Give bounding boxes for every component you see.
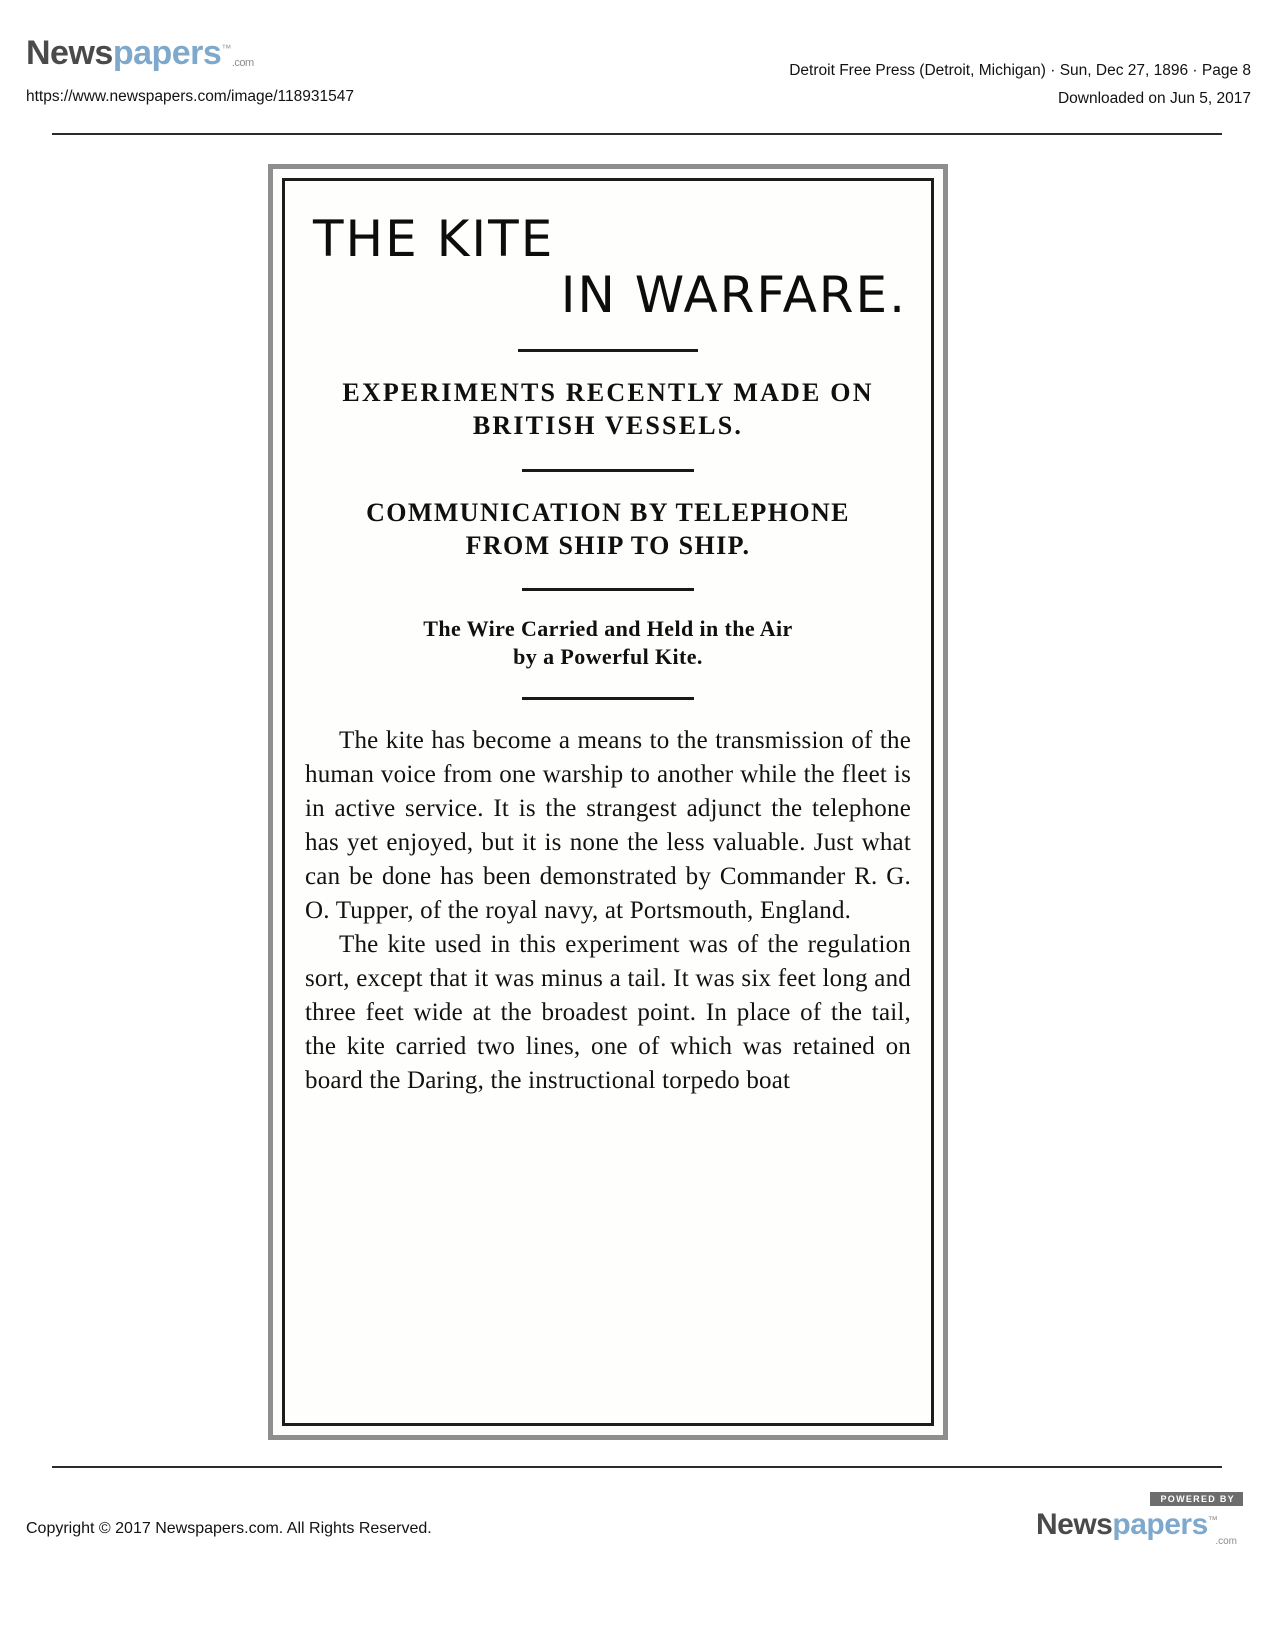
footer-logo-dotcom: .com [1215, 1536, 1237, 1547]
article-paragraph: The kite has become a means to the transmission of the human voice from one warship to another while the fleet is in active service. It is the strangest adjunct the telephone has yet enjoyed, but it is none the less valuable. Just what can be done has been demonstrated by Commander R. G. O. Tupper, of the royal navy, at Portsmouth, England. [305, 727, 911, 925]
subhead-2-line-1: COMMUNICATION BY TELEPHONE [366, 497, 850, 527]
subhead-1-line-1: EXPERIMENTS RECENTLY MADE ON [342, 378, 874, 407]
article-headline [303, 211, 913, 323]
headline-line-1: THE KITE [313, 210, 555, 268]
footer-logo-papers: papers [1112, 1508, 1208, 1541]
newspapers-logo[interactable] [26, 34, 253, 73]
article-body [305, 724, 911, 1098]
powered-by-badge: POWERED BY [1150, 1492, 1243, 1506]
subhead-3-line-1: The Wire Carried and Held in the Air [423, 616, 793, 642]
copyright-notice: Copyright © 2017 Newspapers.com. All Rights Reserved. [26, 1520, 432, 1537]
footer-logo-news: News [1036, 1508, 1113, 1541]
subhead-2-line-2: FROM SHIP TO SHIP. [465, 530, 751, 560]
headline-divider-3 [522, 588, 694, 591]
logo-text-papers: papers [112, 34, 222, 72]
newspaper-clipping[interactable] [268, 164, 948, 1440]
subhead-1-line-2: BRITISH VESSELS. [472, 411, 744, 441]
clipping-inner-border [282, 178, 934, 1426]
headline-divider-2 [522, 469, 694, 472]
article-subhead-2 [303, 496, 913, 563]
subhead-3-line-2: by a Powerful Kite. [513, 644, 703, 670]
headline-divider-4 [522, 697, 694, 700]
headline-divider-1 [518, 349, 698, 352]
footer-logo-trademark: ™ [1207, 1515, 1218, 1526]
footer-divider [52, 1466, 1222, 1468]
download-date: Downloaded on Jun 5, 2017 [1057, 90, 1251, 107]
publication-citation: Detroit Free Press (Detroit, Michigan) · Sun, Dec 27, 1896 · Page 8 [789, 62, 1251, 79]
header-divider [52, 133, 1222, 135]
footer-newspapers-logo[interactable] [1036, 1492, 1251, 1548]
source-url-link[interactable]: https://www.newspapers.com/image/118931547 [26, 88, 354, 105]
page-header [0, 0, 1275, 140]
logo-text-news: News [26, 34, 113, 72]
article-subhead-1 [303, 376, 913, 443]
footer-logo-text [1036, 1508, 1217, 1542]
headline-line-2: IN WARFARE. [560, 266, 907, 324]
article-paragraph: The kite used in this experiment was of the regulation sort, except that it was minus a tail. It was six feet long and three feet wide at the broadest point. In place of the tail, the kite carried two lines, one of which was retained on board the Daring, the instructional torpedo boat [305, 931, 911, 1095]
article-subhead-3 [303, 615, 913, 671]
logo-trademark: ™ [221, 43, 231, 55]
logo-dotcom: .com [231, 57, 254, 69]
